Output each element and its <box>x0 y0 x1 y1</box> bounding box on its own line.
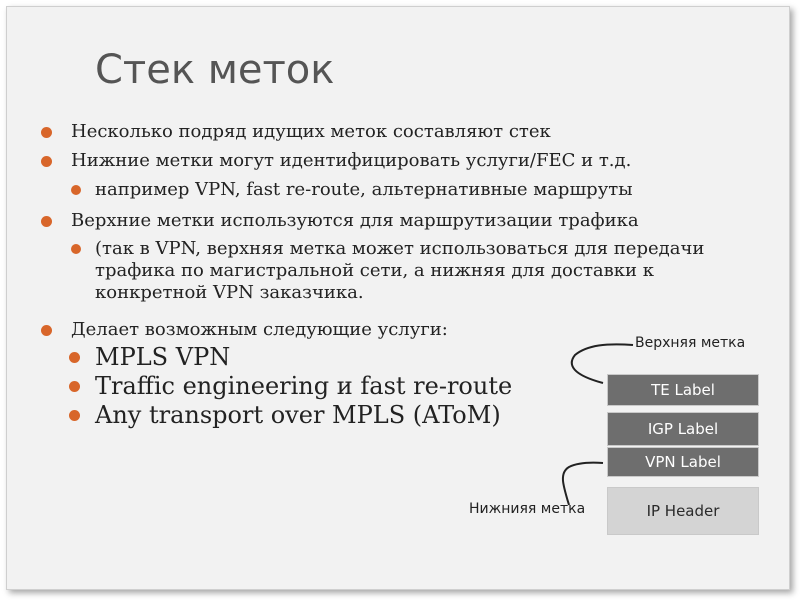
bottom-label-connector <box>563 463 603 505</box>
bullet-text: Нижние метки могут идентифицировать услуги/FEC и т.д. <box>71 150 632 171</box>
slide-title: Стек меток <box>95 47 335 93</box>
bullet-text: Делает возможным следующие услуги: <box>71 319 448 340</box>
te-label-box: TE Label <box>607 374 759 406</box>
bullet-text-line: (так в VPN, верхняя метка может использоваться для передачи <box>95 238 705 259</box>
bullet-text: Any transport over MPLS (AToM) <box>95 401 501 429</box>
bullet-text-line: конкретной VPN заказчика. <box>95 282 364 303</box>
bullet-text: MPLS VPN <box>95 343 231 371</box>
bottom-label-caption: Нижнияя метка <box>469 501 586 517</box>
bullet-text: например VPN, fast re-route, альтернативные маршруты <box>95 179 633 200</box>
slide <box>6 6 790 590</box>
bullet-text: Traffic engineering и fast re-route <box>95 372 513 400</box>
bullet-text: Верхние метки используются для маршрутизации трафика <box>71 210 639 231</box>
vpn-label-box: VPN Label <box>607 447 759 477</box>
bullet-text: Несколько подряд идущих меток составляют стек <box>71 121 551 142</box>
bullet-text-line: трафика по магистральной сети, а нижняя для доставки к <box>95 260 655 281</box>
ip-header-box: IP Header <box>607 487 759 535</box>
igp-label-box: IGP Label <box>607 412 759 446</box>
top-label-caption: Верхняя метка <box>635 335 746 351</box>
